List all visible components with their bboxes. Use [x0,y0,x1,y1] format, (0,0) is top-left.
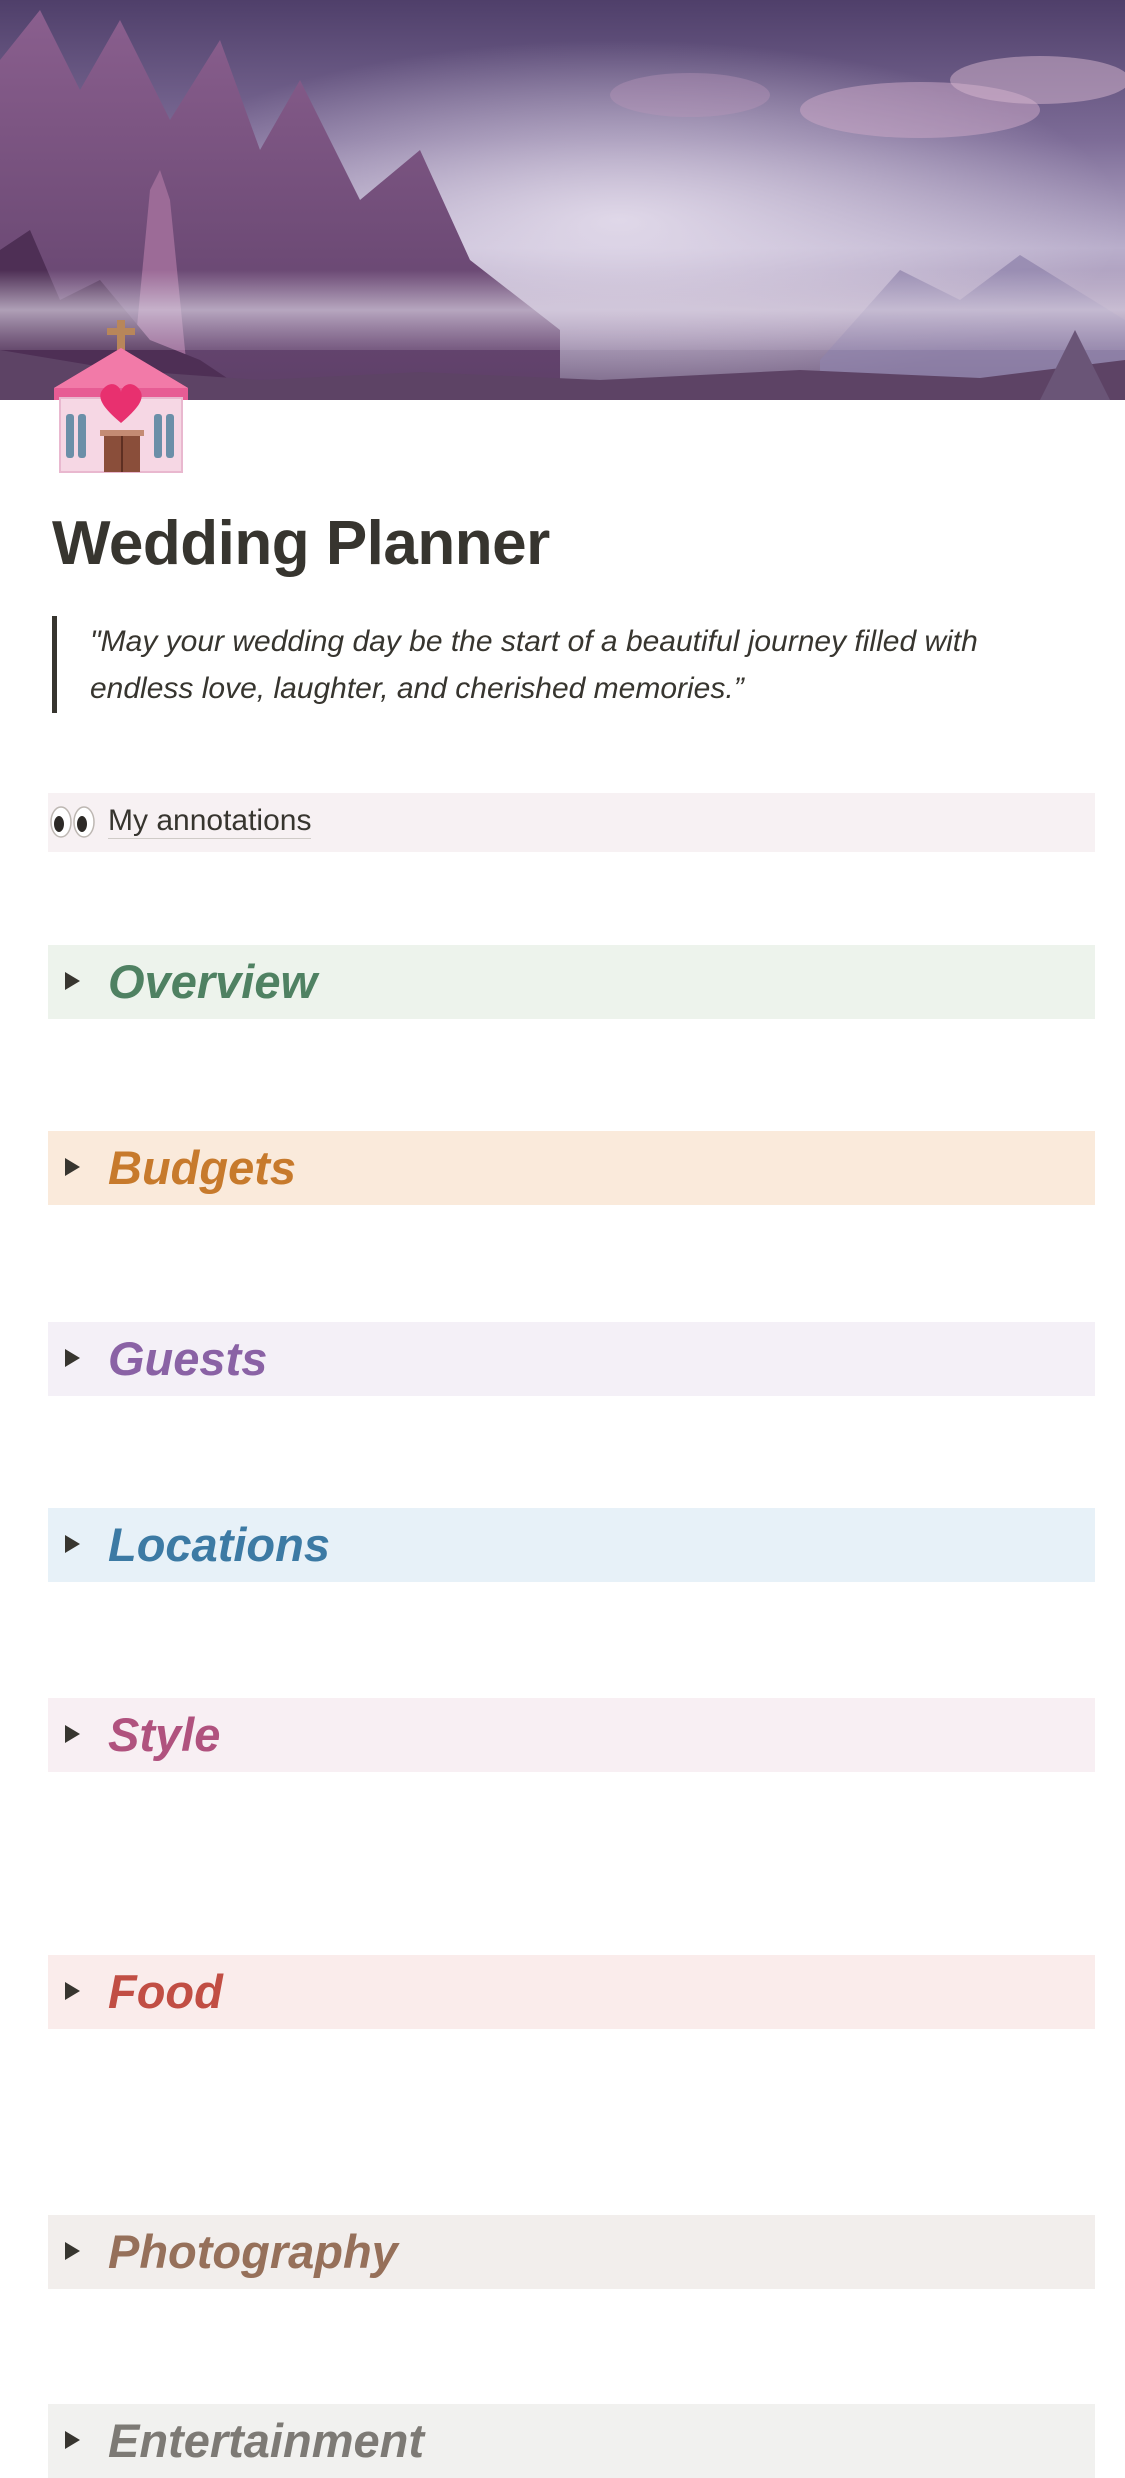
quote-text: "May your wedding day be the start of a beautiful journey filled with endless love, laughter, and cherished memories.” [90,625,978,705]
eyes-icon [50,802,96,842]
toggle-label: Budgets [108,1141,296,1194]
wedding-chapel-icon[interactable] [46,318,206,478]
toggle-style[interactable] [48,1698,1095,1772]
toggle-arrow-icon[interactable] [65,972,80,990]
toggle-arrow-icon[interactable] [65,2431,80,2449]
page-title[interactable]: Wedding Planner [52,509,550,578]
toggle-label: Locations [108,1518,330,1571]
toggle-arrow-icon[interactable] [65,1725,80,1743]
toggle-arrow-icon[interactable] [65,1349,80,1367]
toggle-label: Entertainment [108,2414,424,2467]
toggle-food[interactable] [48,1955,1095,2029]
toggle-budgets[interactable] [48,1131,1095,1205]
toggle-arrow-icon[interactable] [65,1535,80,1553]
annotations-callout[interactable] [48,793,1095,852]
quote-block[interactable] [52,616,1042,713]
toggle-overview[interactable] [48,945,1095,1019]
toggle-photography[interactable] [48,2215,1095,2289]
toggle-label: Photography [108,2225,398,2278]
toggle-entertainment[interactable] [48,2404,1095,2478]
toggle-guests[interactable] [48,1322,1095,1396]
toggle-label: Overview [108,955,318,1008]
toggle-label: Food [108,1965,223,2018]
annotations-link[interactable]: My annotations [108,804,312,837]
toggle-locations[interactable] [48,1508,1095,1582]
toggle-arrow-icon[interactable] [65,1158,80,1176]
toggle-arrow-icon[interactable] [65,1982,80,2000]
toggle-label: Guests [108,1332,268,1385]
toggle-label: Style [108,1708,221,1761]
toggle-arrow-icon[interactable] [65,2242,80,2260]
